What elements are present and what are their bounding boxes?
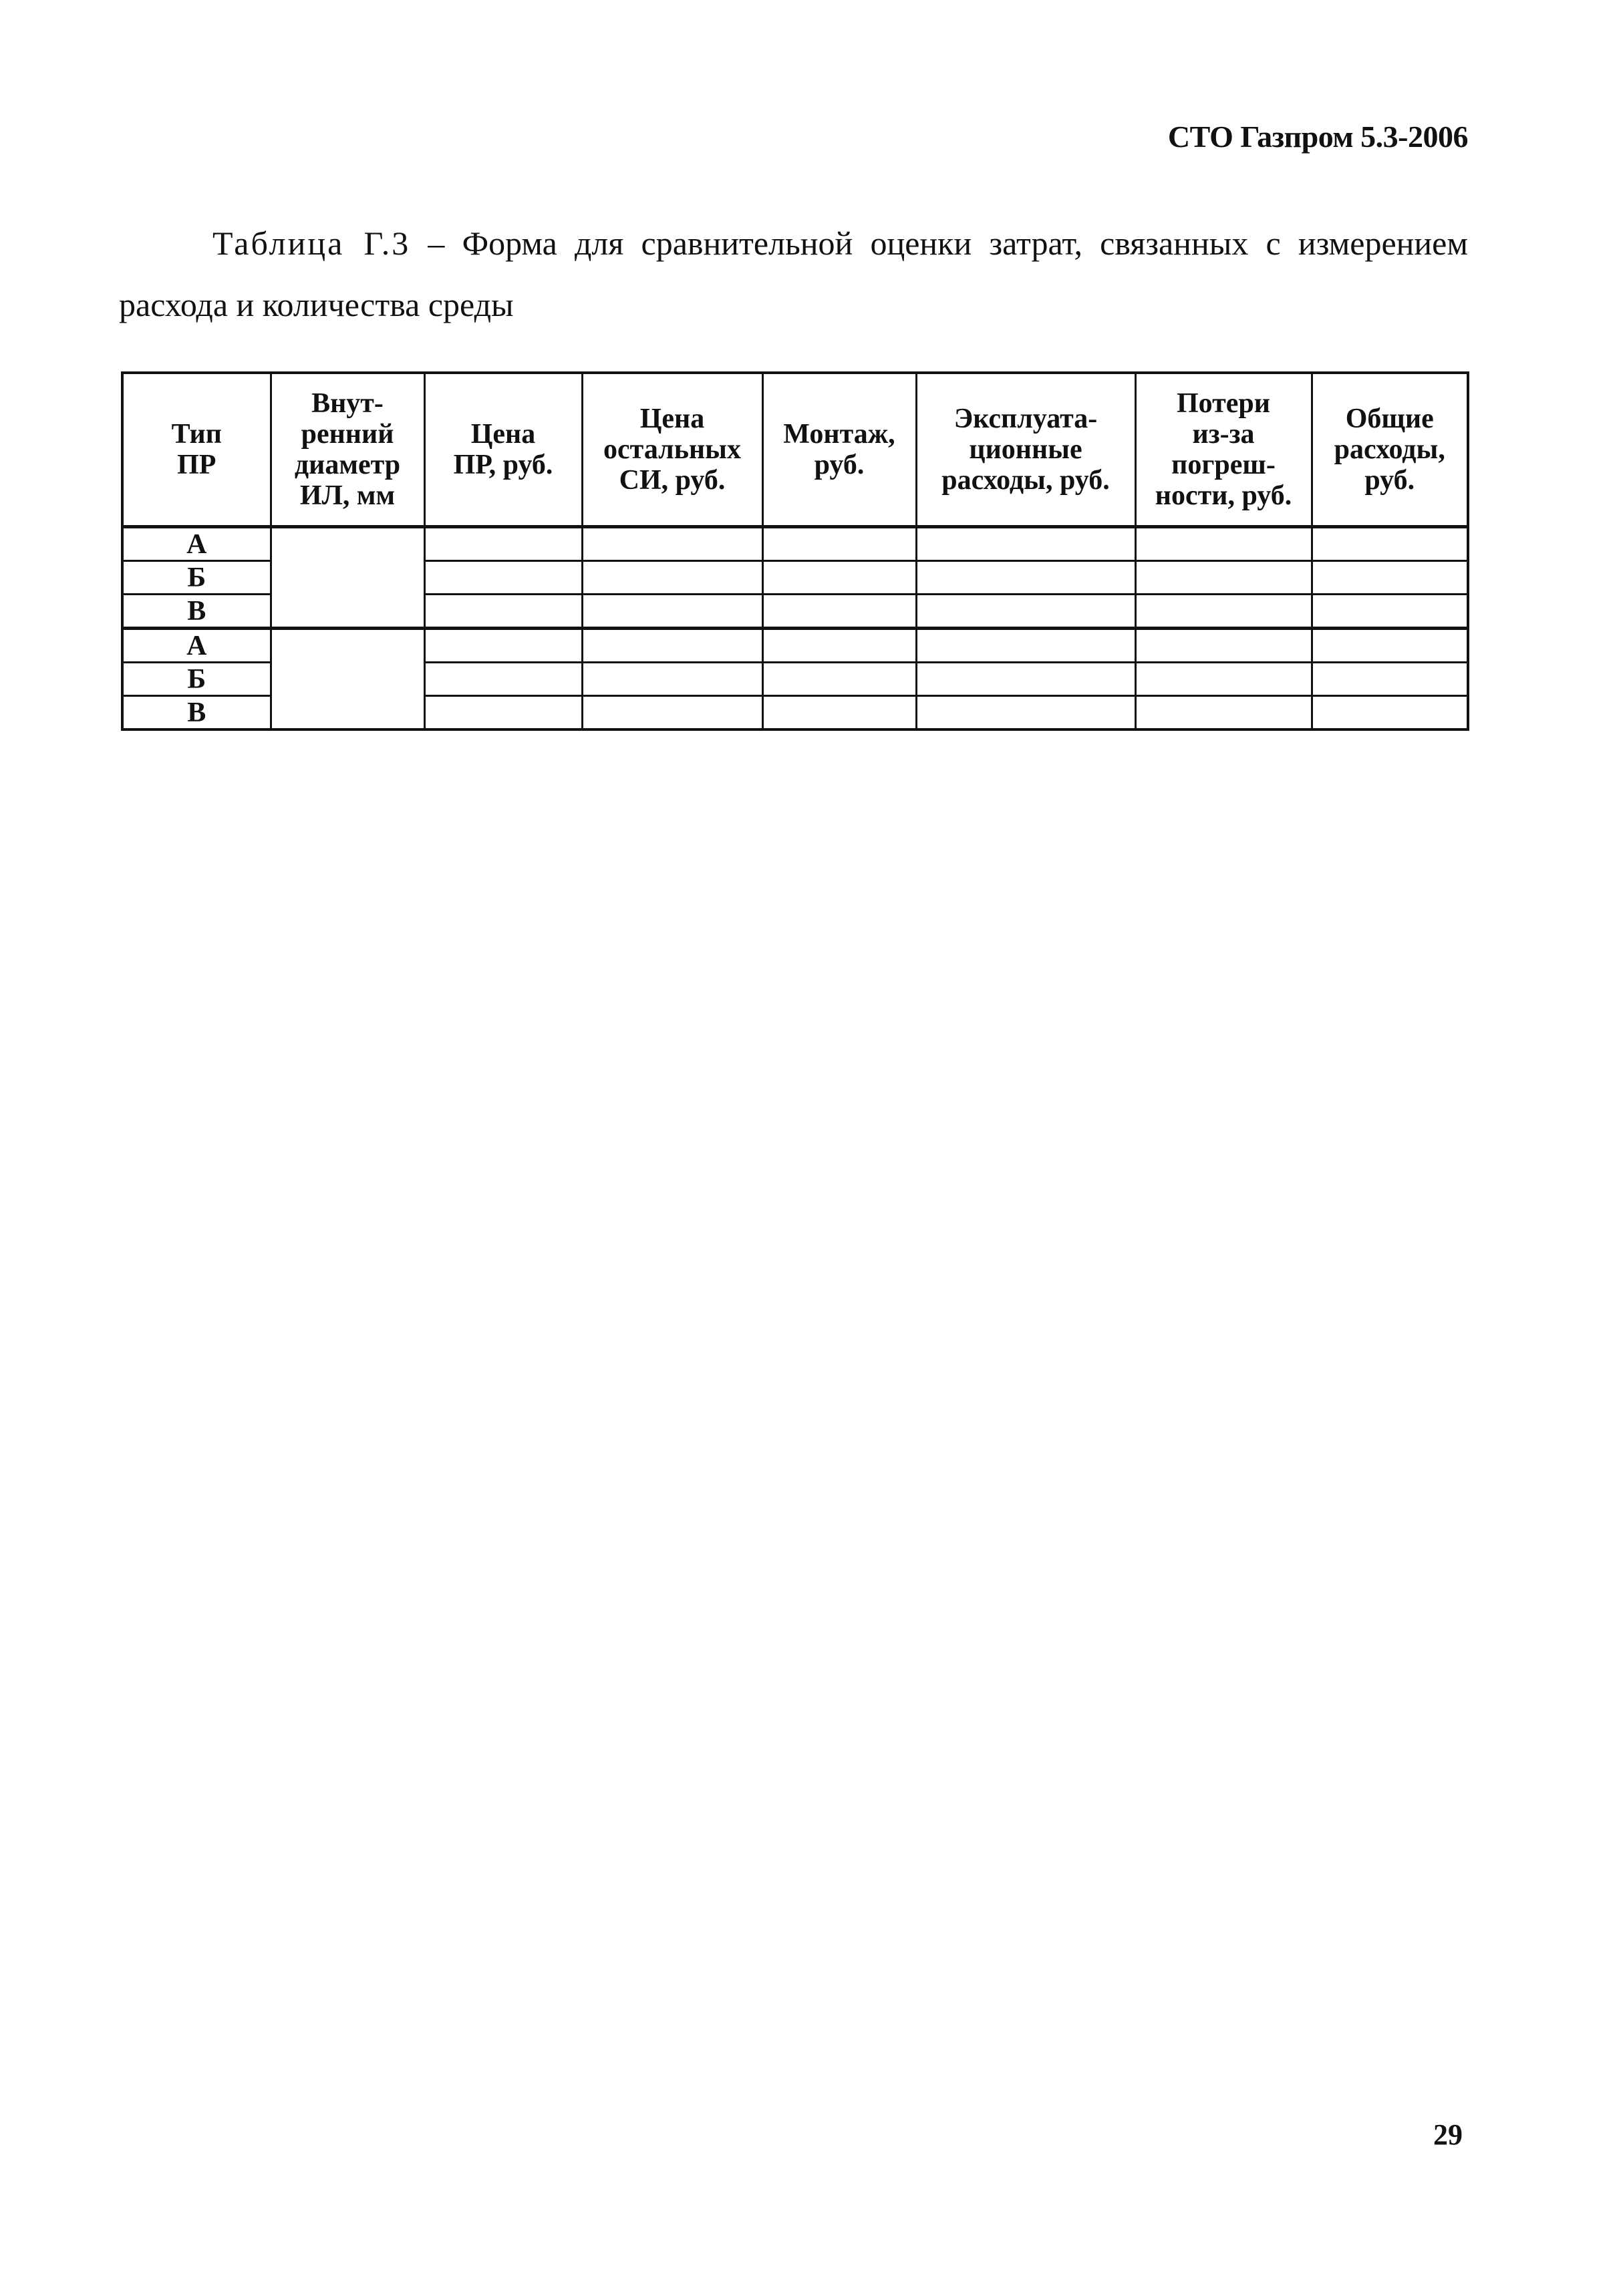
page-number: 29 [1433, 2118, 1463, 2151]
table-caption-text: – Форма для сравнительной оценки затрат, связанных с измерением расхода и количества среды [119, 224, 1468, 323]
table-cell [916, 595, 1135, 629]
table-cell [1135, 561, 1312, 595]
table-cell [1312, 629, 1468, 663]
table-cell [424, 696, 582, 730]
table-cell [1312, 696, 1468, 730]
table-cell [1312, 561, 1468, 595]
table-cell [424, 527, 582, 561]
column-header-error-losses: Потери из-за погреш- ности, руб. [1135, 373, 1312, 527]
table-cell [916, 527, 1135, 561]
table-cell [762, 663, 916, 696]
table-cell [916, 696, 1135, 730]
table-cell [916, 629, 1135, 663]
table-cell [916, 561, 1135, 595]
table-cell [582, 595, 762, 629]
table-cell [582, 629, 762, 663]
row-type-cell: Б [122, 663, 271, 696]
table-row [122, 629, 1468, 663]
table-cell [582, 663, 762, 696]
table-cell [1312, 527, 1468, 561]
table-cell [1135, 696, 1312, 730]
table-cell [1135, 663, 1312, 696]
diameter-group-cell [271, 629, 424, 730]
row-type-cell: В [122, 696, 271, 730]
row-type-cell: Б [122, 561, 271, 595]
column-header-installation: Монтаж, руб. [762, 373, 916, 527]
table-cell [762, 595, 916, 629]
table-cell [762, 527, 916, 561]
table-row [122, 527, 1468, 561]
column-header-price-pr: Цена ПР, руб. [424, 373, 582, 527]
table-caption-label: Таблица Г.3 [212, 224, 411, 262]
column-header-operating-costs: Эксплуата- ционные расходы, руб. [916, 373, 1135, 527]
table-cell [582, 527, 762, 561]
table-header-row [122, 373, 1468, 527]
table-cell [1135, 527, 1312, 561]
table-cell [1312, 595, 1468, 629]
column-header-price-other-si: Цена остальных СИ, руб. [582, 373, 762, 527]
table-cell [424, 561, 582, 595]
row-type-cell: А [122, 629, 271, 663]
column-header-type: Тип ПР [122, 373, 271, 527]
table-cell [1135, 595, 1312, 629]
column-header-inner-diameter: Внут- ренний диаметр ИЛ, мм [271, 373, 424, 527]
diameter-group-cell [271, 527, 424, 629]
table-cell [582, 561, 762, 595]
table-cell [762, 696, 916, 730]
document-code: СТО Газпром 5.3-2006 [1167, 120, 1468, 154]
table-cell [916, 663, 1135, 696]
table-cell [1135, 629, 1312, 663]
row-type-cell: В [122, 595, 271, 629]
column-header-total-costs: Общие расходы, руб. [1312, 373, 1468, 527]
table-cell [762, 629, 916, 663]
table-caption [119, 212, 1468, 335]
cost-comparison-table [121, 371, 1469, 731]
table-cell [424, 595, 582, 629]
table-cell [424, 663, 582, 696]
table-cell [424, 629, 582, 663]
table-cell [1312, 663, 1468, 696]
table-cell [762, 561, 916, 595]
row-type-cell: А [122, 527, 271, 561]
table-cell [582, 696, 762, 730]
